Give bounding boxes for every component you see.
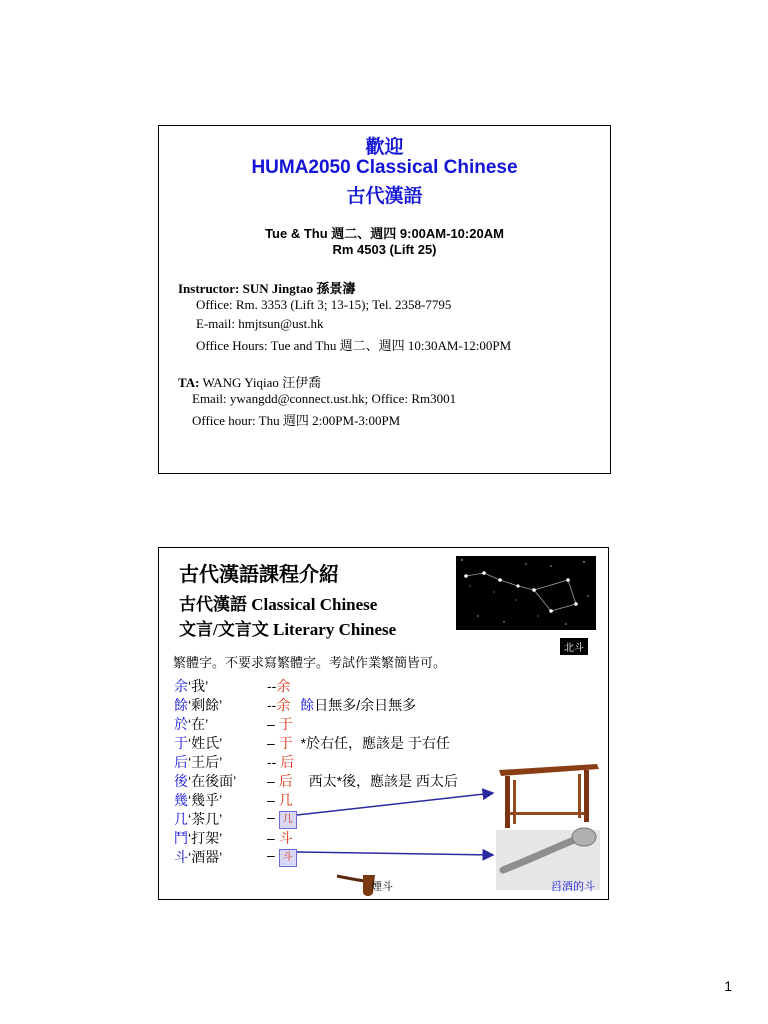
instructor-name: SUN Jingtao 孫景濤 <box>242 281 356 296</box>
traditional-char: 餘 <box>174 697 188 713</box>
slide-1-title-chinese: 古代漢語 <box>346 186 423 207</box>
row-dash: – <box>267 716 275 732</box>
row-dash: -- <box>267 697 277 713</box>
char-gloss: ‘酒器’ <box>188 849 223 865</box>
row-dash: – <box>267 830 275 846</box>
char-gloss: ‘幾乎’ <box>188 792 223 808</box>
literary-chinese-en: Literary Chinese <box>272 620 397 639</box>
row-dash: -- <box>267 678 277 694</box>
slide-2 <box>158 547 609 900</box>
traditional-char: 鬥 <box>174 830 188 846</box>
char-gloss: ‘在後面’ <box>188 773 237 789</box>
classical-chinese-cn: 古代漢語 <box>179 595 247 614</box>
simplified-char: 余 <box>276 697 291 713</box>
classical-chinese-en: Classical Chinese <box>251 595 378 614</box>
slide-1 <box>158 125 611 474</box>
traditional-char: 斗 <box>174 849 188 865</box>
simplified-char-boxed: 几 <box>279 811 297 829</box>
pipe-caption: 煙斗 <box>371 881 393 893</box>
char-gloss: ‘我’ <box>188 678 209 694</box>
simplified-char-boxed: 斗 <box>279 849 297 867</box>
traditional-char: 后 <box>174 754 188 770</box>
slide-2-heading: 古代漢語課程介紹 <box>179 564 339 586</box>
row-dash: – <box>267 792 275 808</box>
page-number: 1 <box>724 978 732 994</box>
schedule-time: Tue & Thu 週二、週四 9:00AM-10:20AM <box>265 226 504 241</box>
schedule-room: Rm 4503 (Lift 25) <box>332 242 437 257</box>
traditional-char: 幾 <box>174 792 188 808</box>
arrow-to-ladle <box>297 852 493 855</box>
row-example: 日無多/余日無多 <box>314 697 417 713</box>
example-char: 餘 <box>300 697 315 713</box>
slide-1-title-course: HUMA2050 Classical Chinese <box>251 157 518 178</box>
ta-email: Email: ywangdd@connect.ust.hk; Office: Rm3001 <box>192 391 457 406</box>
literary-chinese-cn: 文言/文言文 <box>179 620 269 639</box>
arrow-to-table <box>297 793 493 815</box>
traditional-char: 几 <box>174 811 188 827</box>
instructor-email: E-mail: hmjtsun@ust.hk <box>196 316 324 331</box>
pipe-image <box>337 875 375 896</box>
row-dash: – <box>267 735 275 751</box>
simplified-char: 几 <box>278 792 293 808</box>
traditional-char: 于 <box>174 735 188 751</box>
row-dash: – <box>267 773 275 789</box>
simplified-char: 斗 <box>278 830 293 846</box>
char-gloss: ‘王后’ <box>188 754 223 770</box>
traditional-char: 於 <box>174 716 188 732</box>
char-gloss: ‘茶几’ <box>188 811 223 827</box>
char-gloss: ‘打架’ <box>188 830 223 846</box>
instructor-line <box>178 278 355 297</box>
char-gloss: ‘姓氏’ <box>188 735 223 751</box>
ta-line <box>178 372 321 391</box>
row-dash: – <box>267 847 275 863</box>
traditional-char: 後 <box>174 773 188 789</box>
ta-office-hour: Office hour: Thu 週四 2:00PM-3:00PM <box>192 413 401 428</box>
instructor-office-hours: Office Hours: Tue and Thu 週二、週四 10:30AM-12:00PM <box>196 338 512 353</box>
traditional-char: 余 <box>174 678 188 694</box>
ta-name: WANG Yiqiao 汪伊喬 <box>202 375 322 390</box>
beidou-tag: 北斗 <box>560 638 588 655</box>
instructor-label: Instructor: <box>178 281 240 296</box>
table-image <box>496 761 600 839</box>
char-gloss: ‘剩餘’ <box>188 697 223 713</box>
row-dash: – <box>267 809 275 825</box>
ta-label: TA: <box>178 375 200 390</box>
slide-1-title-welcome: 歡迎 <box>365 137 404 158</box>
simplified-char: 余 <box>276 678 291 694</box>
instructor-office: Office: Rm. 3353 (Lift 3; 13-15); Tel. 2358-7795 <box>196 297 452 312</box>
row-dash: -- <box>267 754 277 770</box>
traditional-chars-note: 繁體字。不要求寫繁體字。考試作業繁簡皆可。 <box>173 655 447 670</box>
char-gloss: ‘在’ <box>188 716 209 732</box>
simplified-char: 于 <box>278 716 293 732</box>
simplified-char: 后 <box>278 773 293 789</box>
simplified-char: 于 <box>278 735 293 751</box>
illustrations-overlay <box>159 548 608 899</box>
row-example: *於右任，應該是 于右任 <box>300 735 450 751</box>
ladle-caption: 舀酒的斗 <box>551 881 595 893</box>
simplified-char: 后 <box>280 754 295 770</box>
row-example: 西太*後，應該是 西太后 <box>308 773 458 789</box>
